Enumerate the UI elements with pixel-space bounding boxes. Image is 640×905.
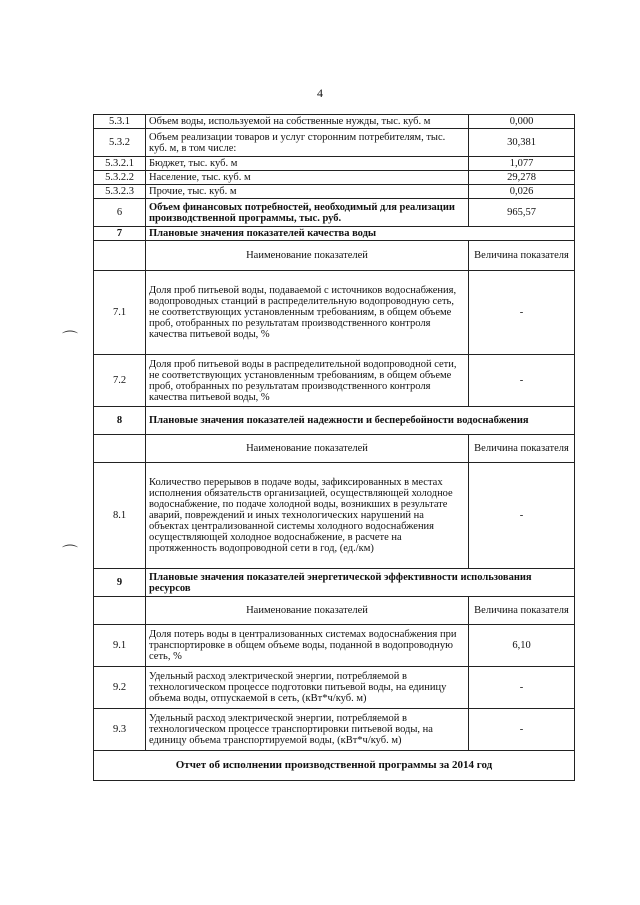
row-value: - <box>469 463 575 569</box>
table-row <box>94 625 575 667</box>
row-text: Удельный расход электрической энергии, потребляемой в технологическом процессе транспортировки питьевой воды, на единицу объема транспортируемой воды, (кВт*ч/куб. м) <box>146 709 469 751</box>
row-number: 9.3 <box>94 709 146 751</box>
table-row <box>94 157 575 171</box>
row-text: Доля потерь воды в централизованных системах водоснабжения при транспортировке в общем объеме воды, поданной в водопроводную сеть, % <box>146 625 469 667</box>
section-row <box>94 227 575 241</box>
section-title: Плановые значения показателей надежности и бесперебойности водоснабжения <box>146 407 575 435</box>
report-title: Отчет об исполнении производственной программы за 2014 год <box>94 751 575 781</box>
row-text: Объем воды, используемой на собственные нужды, тыс. куб. м <box>146 115 469 129</box>
column-header-name: Наименование показателей <box>146 241 469 271</box>
row-number: 9.2 <box>94 667 146 709</box>
column-header-value: Величина показателя <box>469 241 575 271</box>
row-text: Доля проб питьевой воды, подаваемой с источников водоснабжения, водопроводных станций в распределительную водопроводную сеть, не соответствующих установленным требованиям, в общем объеме проб, отобранных по результатам производственного контроля качества питьевой воды, % <box>146 271 469 355</box>
table-row <box>94 185 575 199</box>
row-text: Удельный расход электрической энергии, потребляемой в технологическом процессе подготовки питьевой воды, на единицу объема воды, отпускаемой в сеть, (кВт*ч/куб. м) <box>146 667 469 709</box>
table-row <box>94 129 575 157</box>
row-value: 29,278 <box>469 171 575 185</box>
row-number: 8.1 <box>94 463 146 569</box>
header-row <box>94 241 575 271</box>
row-number: 7.2 <box>94 355 146 407</box>
row-value: - <box>469 667 575 709</box>
row-value: - <box>469 709 575 751</box>
row-value: 30,381 <box>469 129 575 157</box>
margin-mark-2: ⌒ <box>62 545 79 562</box>
row-value: - <box>469 271 575 355</box>
margin-mark-1: ⌒ <box>62 331 79 348</box>
row-value: - <box>469 355 575 407</box>
row-number: 5.3.2.3 <box>94 185 146 199</box>
row-number: 9.1 <box>94 625 146 667</box>
row-value: 965,57 <box>469 199 575 227</box>
row-value: 0,026 <box>469 185 575 199</box>
row-number: 5.3.1 <box>94 115 146 129</box>
row-text: Население, тыс. куб. м <box>146 171 469 185</box>
table-row <box>94 355 575 407</box>
row-value: 6,10 <box>469 625 575 667</box>
row-number: 5.3.2.1 <box>94 157 146 171</box>
section-number: 9 <box>94 569 146 597</box>
column-header-name: Наименование показателей <box>146 435 469 463</box>
table-row <box>94 463 575 569</box>
column-header-value: Величина показателя <box>469 597 575 625</box>
table-row <box>94 199 575 227</box>
row-text: Объем реализации товаров и услуг сторонним потребителям, тыс. куб. м, в том числе: <box>146 129 469 157</box>
empty-cell <box>94 597 146 625</box>
section-title: Плановые значения показателей энергетической эффективности использования ресурсов <box>146 569 575 597</box>
empty-cell <box>94 435 146 463</box>
table-row <box>94 271 575 355</box>
section-number: 8 <box>94 407 146 435</box>
table-row <box>94 115 575 129</box>
report-row <box>94 751 575 781</box>
row-text: Количество перерывов в подаче воды, зафиксированных в местах исполнения обязательств организацией, осуществляющей холодное водоснабжение, по подаче холодной воды, возникших в результате аварий, повреждений и иных технологических нарушений на объектах централизованной системы холодного водоснабжения осуществляющей холодное водоснабжение, в расчете на протяженность водопроводной сети в год, (ед./км) <box>146 463 469 569</box>
row-number: 5.3.2.2 <box>94 171 146 185</box>
section-row <box>94 569 575 597</box>
row-text: Доля проб питьевой воды в распределительной водопроводной сети, не соответствующих установленным требованиям, в общем объеме проб, отобранных по результатам производственного контроля качества питьевой воды, % <box>146 355 469 407</box>
program-table <box>93 114 575 781</box>
table-row <box>94 171 575 185</box>
row-value: 0,000 <box>469 115 575 129</box>
row-text: Объем финансовых потребностей, необходимый для реализации производственной программы, тыс. руб. <box>146 199 469 227</box>
page-number: 4 <box>317 86 323 100</box>
row-text: Бюджет, тыс. куб. м <box>146 157 469 171</box>
section-number: 7 <box>94 227 146 241</box>
table-row <box>94 667 575 709</box>
section-row <box>94 407 575 435</box>
row-value: 1,077 <box>469 157 575 171</box>
row-number: 6 <box>94 199 146 227</box>
column-header-value: Величина показателя <box>469 435 575 463</box>
table-row <box>94 709 575 751</box>
header-row <box>94 597 575 625</box>
row-number: 5.3.2 <box>94 129 146 157</box>
empty-cell <box>94 241 146 271</box>
header-row <box>94 435 575 463</box>
section-title: Плановые значения показателей качества воды <box>146 227 575 241</box>
row-text: Прочие, тыс. куб. м <box>146 185 469 199</box>
row-number: 7.1 <box>94 271 146 355</box>
column-header-name: Наименование показателей <box>146 597 469 625</box>
